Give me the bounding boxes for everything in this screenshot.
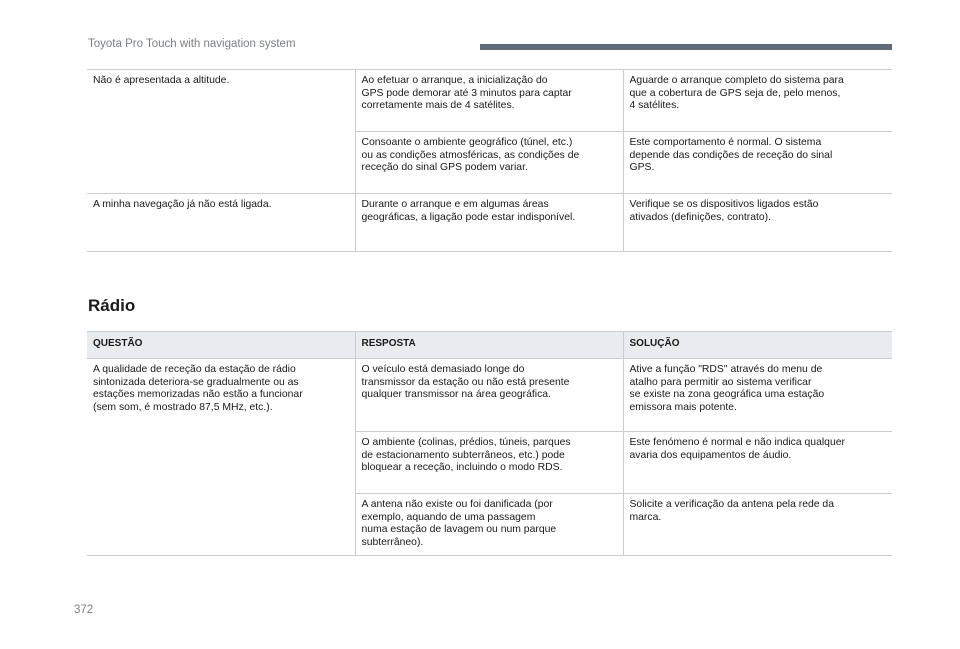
solution-text: Aguarde o arranque completo do sistema para que a cobertura de GPS seja de, pelo menos, 4 satélites. (629, 75, 844, 111)
answer-cell (355, 494, 623, 556)
answer-text: Durante o arranque e em algumas áreas geográficas, a ligação pode estar indisponível. (361, 199, 576, 223)
question-text: A qualidade de receção da estação de rádio sintonizada deteriora-se gradualmente ou as estações memorizadas não estão a funcionar (sem som, é mostrado 87,5 MHz, etc.). (93, 364, 303, 413)
answer-cell (355, 359, 623, 432)
answer-text: A antena não existe ou foi danificada (por exemplo, aquando de uma passagem numa estação de lavagem ou num parque subterrâneo). (361, 499, 557, 548)
solution-text: Verifique se os dispositivos ligados estão ativados (definições, contrato). (629, 199, 819, 223)
answer-cell (355, 132, 623, 194)
solution-cell (623, 70, 892, 132)
question-cell (87, 70, 355, 194)
solution-text: Este fenómeno é normal e não indica qualquer avaria dos equipamentos de áudio. (629, 437, 845, 461)
answer-text: O veículo está demasiado longe do transmissor da estação ou não está presente qualquer transmissor na área geográfica. (361, 364, 570, 400)
table-row (87, 359, 892, 432)
running-header: Toyota Pro Touch with navigation system (88, 38, 296, 50)
column-header-answer: RESPOSTA (355, 332, 623, 359)
solution-text: Solicite a verificação da antena pela rede da marca. (629, 499, 834, 523)
answer-cell (355, 194, 623, 252)
answer-cell (355, 70, 623, 132)
table-row (87, 194, 892, 252)
solution-text: Ative a função "RDS" através do menu de atalho para permitir ao sistema verificar se existe na zona geográfica uma estação emissora mais potente. (629, 364, 825, 413)
solution-cell (623, 132, 892, 194)
question-cell (87, 194, 355, 252)
answer-text: Consoante o ambiente geográfico (túnel, etc.) ou as condições atmosféricas, as condições de receção do sinal GPS podem variar. (361, 137, 580, 173)
gps-troubleshooting-table (87, 69, 892, 252)
solution-cell (623, 432, 892, 494)
column-header-solution: SOLUÇÃO (623, 332, 892, 359)
column-header-question: QUESTÃO (87, 332, 355, 359)
solution-text: Este comportamento é normal. O sistema depende das condições de receção do sinal GPS. (629, 137, 833, 173)
answer-text: O ambiente (colinas, prédios, túneis, parques de estacionamento subterrâneos, etc.) pode bloquear a receção, incluindo o modo RDS. (361, 437, 571, 473)
solution-cell (623, 494, 892, 556)
question-text: A minha navegação já não está ligada. (93, 199, 272, 210)
radio-troubleshooting-table (87, 331, 892, 556)
table-header-row (87, 332, 892, 359)
question-text: Não é apresentada a altitude. (93, 75, 230, 86)
section-title: Rádio (88, 296, 136, 315)
solution-cell (623, 359, 892, 432)
question-cell (87, 359, 355, 556)
header-accent-bar (480, 44, 892, 50)
page-number: 372 (74, 604, 94, 616)
solution-cell (623, 194, 892, 252)
answer-cell (355, 432, 623, 494)
table-row (87, 70, 892, 132)
answer-text: Ao efetuar o arranque, a inicialização do GPS pode demorar até 3 minutos para captar corretamente mais de 4 satélites. (361, 75, 572, 111)
